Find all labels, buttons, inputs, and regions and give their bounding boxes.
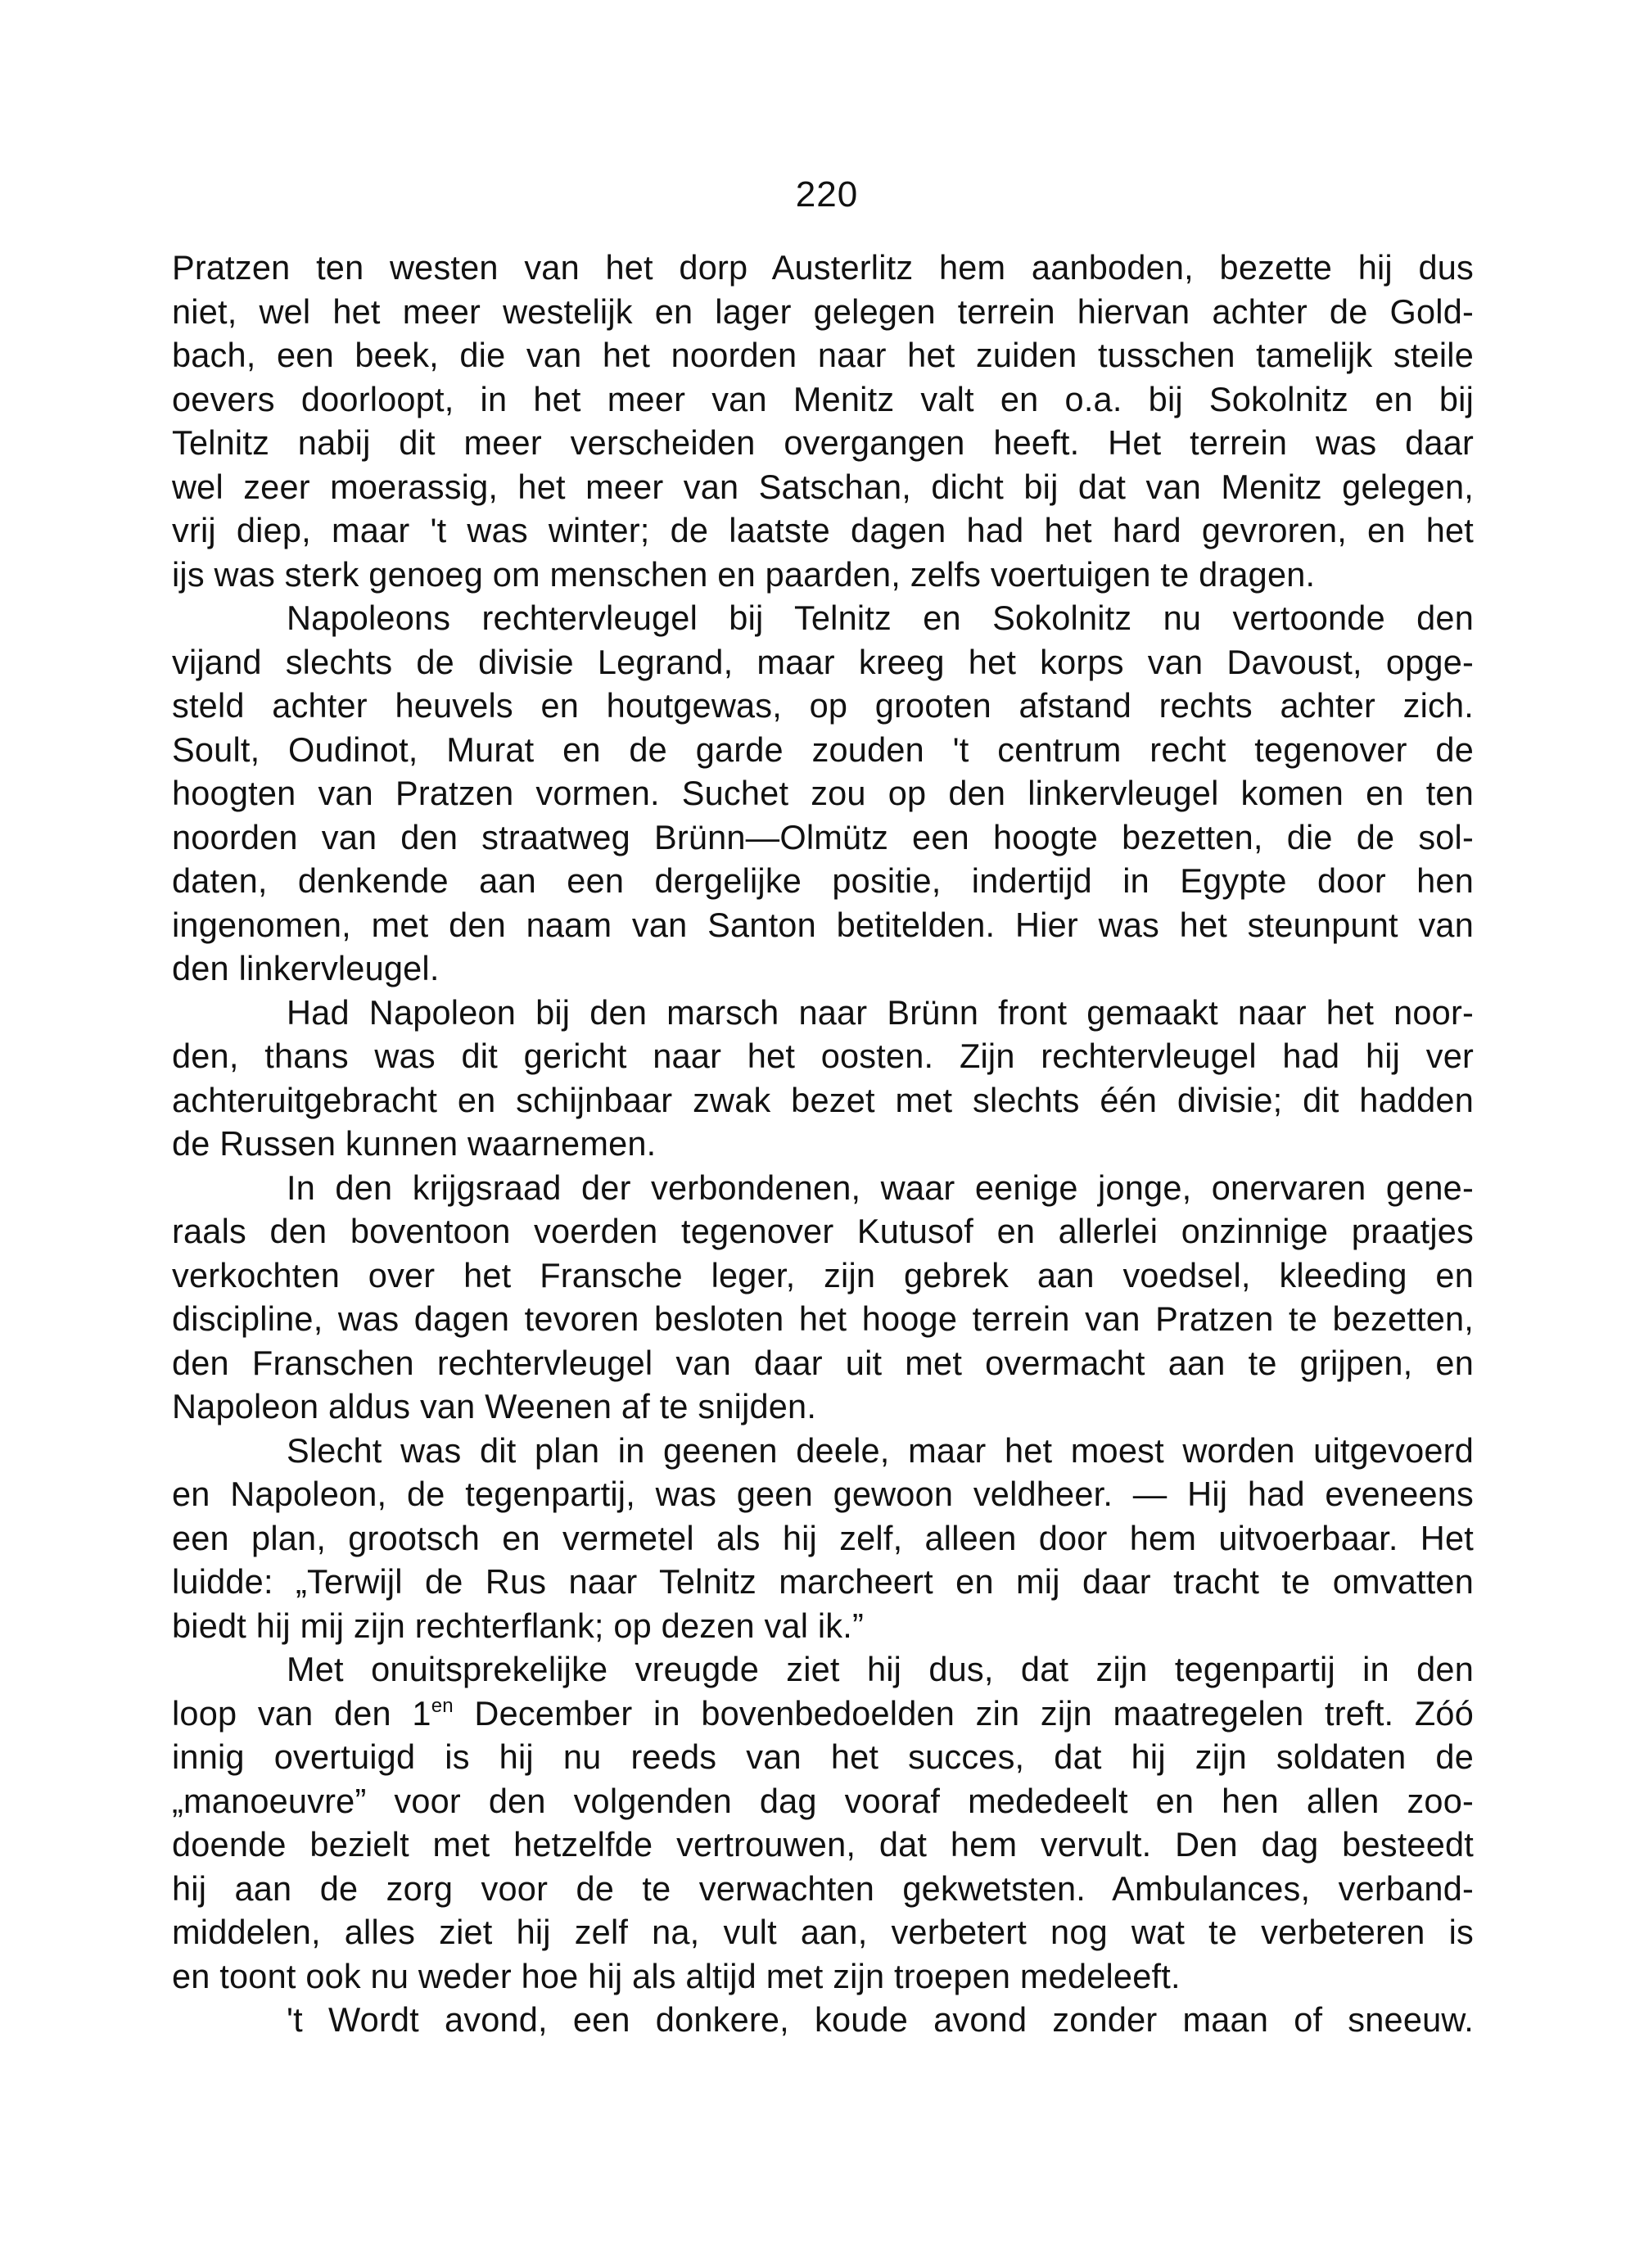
superscript: en: [431, 1694, 454, 1717]
text-line: den, thans was dit gericht naar het oosten. Zijn rechtervleugel had hij ver: [172, 1037, 1474, 1075]
text-line: noorden van den straatweg Brünn—Olmütz een hoogte bezetten, die de sol-: [172, 817, 1474, 856]
text-line: doende bezielt met hetzelfde vertrouwen, dat hem vervult. Den dag besteedt: [172, 1825, 1474, 1864]
text-line: hij aan de zorg voor de te verwachten gekwetsten. Ambulances, verband-: [172, 1868, 1474, 1908]
text-line: een plan, grootsch en vermetel als hij zelf, alleen door hem uitvoerbaar. Het: [172, 1518, 1474, 1557]
text-line: loop van den $1^{en}$ December in bovenbedoelden zin zijn maatregelen treft. Zóó: [172, 1693, 1474, 1733]
paragraph: [172, 246, 1474, 596]
text-line: verkochten over het Fransche leger, zijn gebrek aan voedsel, kleeding en: [172, 1255, 1474, 1294]
text-line: ingenomen, met den naam van Santon betitelden. Hier was het steunpunt van: [172, 905, 1474, 944]
paragraph: [172, 596, 1474, 991]
text-line: Pratzen ten westen van het dorp Austerlitz hem aanboden, bezette hij dus: [172, 248, 1474, 287]
text-line: daten, denkende aan een dergelijke positie, indertijd in Egypte door hen: [172, 861, 1474, 900]
text-line: In den krijgsraad der verbondenen, waar eenige jonge, onervaren gene-: [287, 1168, 1474, 1207]
text-line: Telnitz nabij dit meer verscheiden overgangen heeft. Het terrein was daar: [172, 423, 1474, 462]
text-line: Napoleon aldus van Weenen af te snijden.: [172, 1387, 817, 1425]
text-line: oevers doorloopt, in het meer van Menitz valt en o.a. bij Sokolnitz en bij: [172, 379, 1474, 418]
text-line: bach, een beek, die van het noorden naar het zuiden tusschen tamelijk steile: [172, 336, 1474, 374]
text-line: den linkervleugel.: [172, 949, 440, 987]
text-line: steld achter heuvels en houtgewas, op grooten afstand rechts achter zich.: [172, 686, 1474, 725]
text-line: Napoleons rechtervleugel bij Telnitz en Sokolnitz nu vertoonde den: [287, 599, 1474, 637]
text-line: Had Napoleon bij den marsch naar Brünn front gemaakt naar het noor-: [287, 992, 1474, 1032]
text-line: Soult, Oudinot, Murat en de garde zouden 't centrum recht tegenover de: [172, 730, 1474, 769]
paragraph: [172, 1429, 1474, 1648]
text-line: hoogten van Pratzen vormen. Suchet zou op den linkervleugel komen en ten: [172, 774, 1474, 812]
page-number: 220: [795, 174, 859, 215]
text-line: Met onuitsprekelijke vreugde ziet hij dus, dat zijn tegenpartij in den: [287, 1650, 1474, 1688]
paragraph: [172, 991, 1474, 1166]
paragraph: [172, 1166, 1474, 1429]
text-line: biedt hij mij zijn rechterflank; op dezen val ik.”: [172, 1606, 864, 1645]
text-line: de Russen kunnen waarnemen.: [172, 1124, 657, 1163]
text-line: luidde: „Terwijl de Rus naar Telnitz marcheert en mij daar tracht te omvatten: [172, 1562, 1474, 1601]
text-line: vrij diep, maar 't was winter; de laatste dagen had het hard gevroren, en het: [172, 511, 1474, 549]
text-line: ijs was sterk genoeg om menschen en paarden, zelfs voertuigen te dragen.: [172, 554, 1316, 594]
text-line: en toont ook nu weder hoe hij als altijd met zijn troepen medeleeft.: [172, 1956, 1181, 1995]
text-line: achteruitgebracht en schijnbaar zwak bezet met slechts één divisie; dit hadden: [172, 1080, 1474, 1119]
text-line: 't Wordt avond, een donkere, koude avond zonder maan of sneeuw.: [287, 2000, 1474, 2039]
text-line: vijand slechts de divisie Legrand, maar kreeg het korps van Davoust, opge-: [172, 642, 1474, 681]
paragraph: [172, 1647, 1474, 1998]
text-line: „manoeuvre” voor den volgenden dag vooraf mededeelt en hen allen zoo-: [172, 1781, 1474, 1820]
text-line: den Franschen rechtervleugel van daar uit met overmacht aan te grijpen, en: [172, 1343, 1474, 1382]
paragraph: [172, 1998, 1474, 2042]
text-line: Slecht was dit plan in geenen deele, maar het moest worden uitgevoerd: [287, 1430, 1474, 1470]
text-line: en Napoleon, de tegenpartij, was geen gewoon veldheer. — Hij had eveneens: [172, 1475, 1474, 1513]
text-line: discipline, was dagen tevoren besloten het hooge terrein van Pratzen te bezetten,: [172, 1299, 1474, 1338]
text-line: middelen, alles ziet hij zelf na, vult aan, verbetert nog wat te verbeteren is: [172, 1913, 1474, 1951]
text-line: niet, wel het meer westelijk en lager gelegen terrein hiervan achter de Gold-: [172, 291, 1474, 331]
body-text: [172, 246, 1474, 2042]
text-line: innig overtuigd is hij nu reeds van het succes, dat hij zijn soldaten de: [172, 1737, 1474, 1776]
text-line: raals den boventoon voerden tegenover Kutusof en allerlei onzinnige praatjes: [172, 1212, 1474, 1250]
text-line: wel zeer moerassig, het meer van Satschan, dicht bij dat van Menitz gelegen,: [172, 467, 1474, 506]
